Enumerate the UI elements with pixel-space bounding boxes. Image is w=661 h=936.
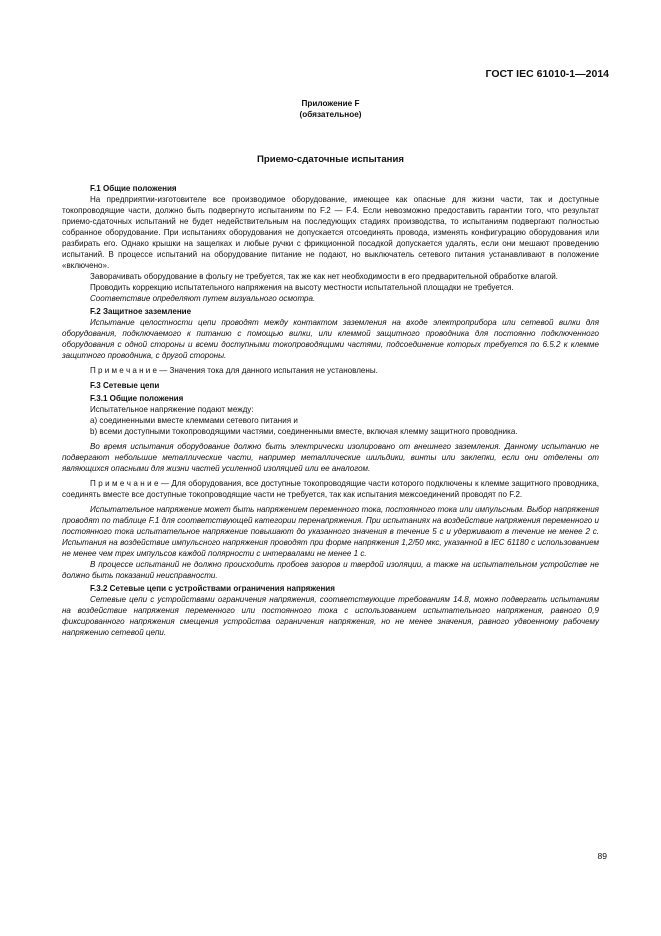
section-f2-heading: F.2 Защитное заземление <box>90 307 192 316</box>
section-f2-note <box>62 365 599 376</box>
section-f1-paragraph-1: На предприятии-изготовителе все производимое оборудование, имеющее как опасные для жизни части, так и доступные токопроводящие части, должно быть подвергнуто испытаниям по F.2 — F.4. Если невозможно предоставить гарантии того, что результат приемо-сдаточных испытаний не будет недействительным на последующих стадиях производства, то испытаниям подвергают полностью собранное оборудование. При испытаниях оборудования не допускается отсоединять провода, изменять конфигурацию оборудования или разбирать его. Однако крышки на защелках и любые ручки с фрикционной посадкой допускается удалять, если они мешают проведению испытаний. В процессе испытаний на оборудование питание не подают, но выключатель сетевого питания устанавливают в положение «включено». <box>62 195 599 270</box>
section-f31-paragraph-4: В процессе испытаний не должно происходить пробоев зазоров и твердой изоляции, а также на испытательном устройстве не должно быть показаний неисправности. <box>62 560 599 580</box>
section-f1-heading: F.1 Общие положения <box>90 184 177 193</box>
page-number: 89 <box>597 851 607 861</box>
section-f1-compliance: Соответствие определяют путем визуального осмотра. <box>90 294 316 303</box>
standard-header: ГОСТ IEC 61010-1—2014 <box>485 68 609 80</box>
section-f32-heading: F.3.2 Сетевые цепи с устройствами ограничения напряжения <box>90 584 335 593</box>
section-f1-paragraph-2: Заворачивать оборудование в фольгу не требуется, так же как нет необходимости в его предварительной обработке влагой. <box>90 272 558 281</box>
section-f31-paragraph-2: Во время испытания оборудование должно быть электрически изолировано от внешнего заземления. Данному испытанию не подвергают небольшие металлические части, например металлические шильдики, винты или заклепки, если они отделены от являющихся опасными для жизни частей усиленной изоляцией или ее аналогом. <box>62 442 599 473</box>
section-f31-list-a: а) соединенными вместе клеммами сетевого питания и <box>90 416 298 425</box>
section-f31-paragraph-3: Испытательное напряжение может быть напряжением переменного тока, постоянного тока или импульсным. Выбор напряжения проводят по таблице F.1 для соответствующей категории перенапряжения. При испытаниях на воздействие напряжения переменного и постоянного тока испытательное напряжение повышают до указанного значения в течение 5 с и удерживают в течение не менее 2 с. Испытания на воздействие импульсного напряжения проводят при форме напряжения 1,2/50 мкс, указанной в IEC 61180 с использованием не менее чем трех импульсов каждой полярности с интервалами не менее 1 с. <box>62 505 599 558</box>
note-text: — Для оборудования, все доступные токопроводящие части которого подключены к клемме защитного проводника, соединять вместе все доступные токопроводящие части не требуется, так как испытания межсоединений проводят по F.2. <box>62 479 599 499</box>
section-f2-paragraph-1: Испытание целостности цепи проводят между контактом заземления на входе электроприбора или сетевой вилки для оборудования, подключаемого к питанию с помощью вилки, или клеммой защитного проводника для постоянно подключенного оборудования с одной стороны и всеми доступными токопроводящими частями, подсоединение которых требуется по 6.5.2 к клемме защитного проводника, с другой стороны. <box>62 318 599 360</box>
section-f31-list-b: b) всеми доступными токопроводящими частями, соединенными вместе, включая клемму защитного проводника. <box>90 427 518 436</box>
annex-status: (обязательное) <box>299 110 362 119</box>
annex-heading <box>0 98 661 120</box>
section-f32-paragraph-1: Сетевые цепи с устройствами ограничения напряжения, соответствующие требованиям 14.8, можно подвергать испытаниям на воздействие напряжения переменного или постоянного тока с использованием испытательного напряжения, равного 0,9 фиксированного напряжения смещения устройства ограничения напряжения, но не менее значения, равного удвоенному рабочему напряжению сетевой цепи. <box>62 595 599 637</box>
section-f31-heading: F.3.1 Общие положения <box>90 394 184 403</box>
document-title: Приемо-сдаточные испытания <box>257 154 404 165</box>
section-f3-heading: F.3 Сетевые цепи <box>90 381 160 390</box>
note-text: — Значения тока для данного испытания не установлены. <box>156 366 378 375</box>
section-f1-paragraph-3: Проводить коррекцию испытательного напряжения на высоту местности испытательной площадки не требуется. <box>90 283 514 292</box>
document-body <box>62 181 599 638</box>
note-label: П р и м е ч а н и е <box>90 366 157 375</box>
note-label: П р и м е ч а н и е <box>90 479 159 488</box>
section-f31-paragraph-1: Испытательное напряжение подают между: <box>90 405 254 414</box>
section-f31-note <box>62 478 599 500</box>
annex-title: Приложение F <box>301 99 360 108</box>
